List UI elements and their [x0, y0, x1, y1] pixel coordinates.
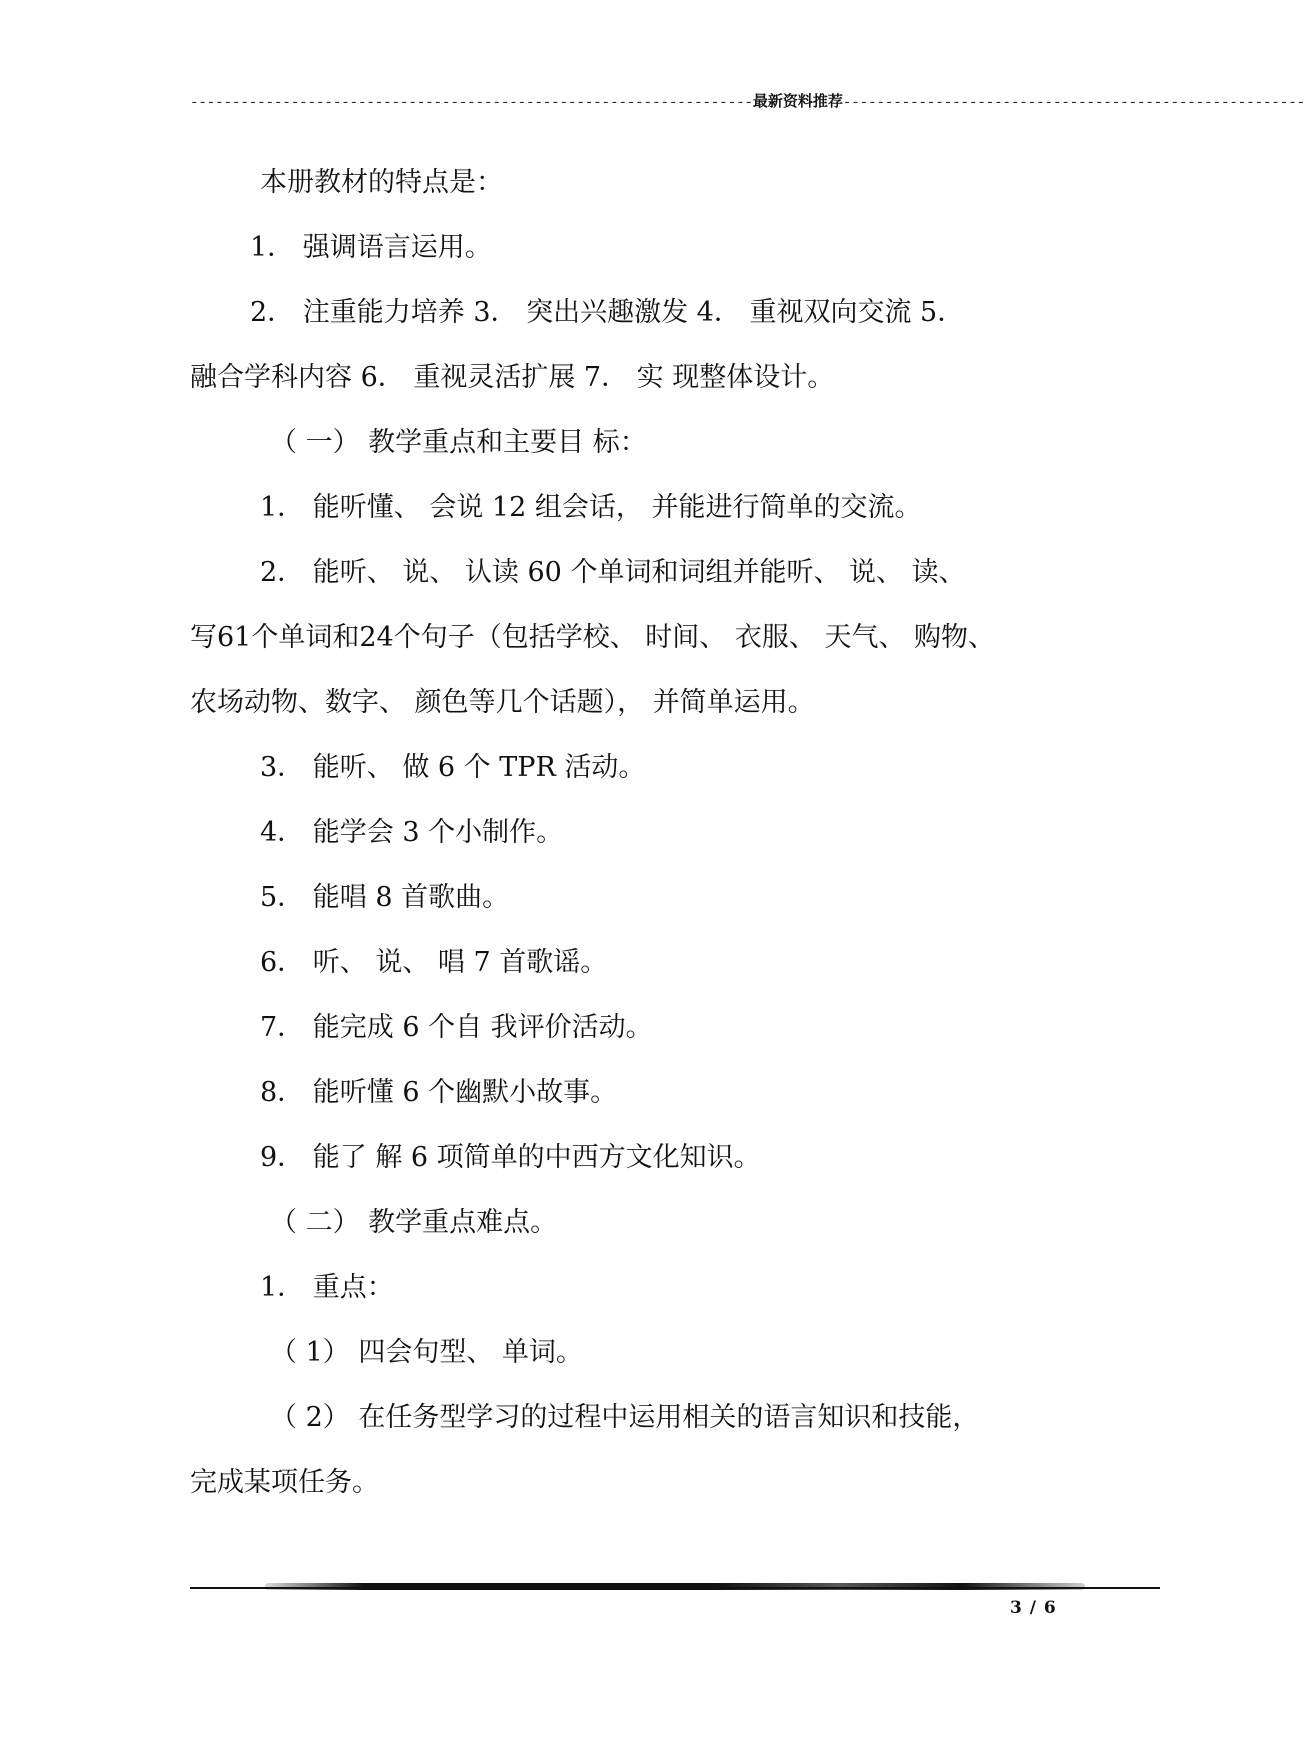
- objective-item-2: 2． 能听、 说、 认读 60 个单词和词组并能听、 说、 读、: [260, 557, 966, 588]
- key-point-heading: 1． 重点：: [260, 1272, 394, 1303]
- objective-item-3: 3． 能听、 做 6 个 TPR 活动。: [260, 752, 646, 783]
- list-item-features-2-5: 2． 注重能力培养 3． 突出兴趣激发 4． 重视双向交流 5．: [250, 297, 965, 328]
- list-item-feature-1: 1． 强调语言运用。: [250, 232, 492, 263]
- header-title: 最新资料推荐: [752, 92, 843, 110]
- page-number: 3 / 6: [1010, 1598, 1057, 1618]
- header-dashes-right: -------------------------------------------------------: [842, 95, 1305, 111]
- objective-item-2-continued: 写61个单词和24个句子（包括学校、 时间、 衣服、 天气、 购物、: [190, 622, 996, 653]
- objective-item-9: 9． 能了 解 6 项简单的中西方文化知识。: [260, 1142, 761, 1173]
- page-header: [190, 86, 1305, 116]
- objective-item-1: 1． 能听懂、 会说 12 组会话， 并能进行简单的交流。: [260, 492, 922, 523]
- objective-item-8: 8． 能听懂 6 个幽默小故事。: [260, 1077, 618, 1108]
- objective-item-6: 6． 听、 说、 唱 7 首歌谣。: [260, 947, 608, 978]
- key-point-item-2: （ 2） 在任务型学习的过程中运用相关的语言知识和技能，: [270, 1402, 980, 1433]
- key-point-item-2-continued: 完成某项任务。: [190, 1467, 379, 1498]
- footer-rule-thick: [265, 1583, 1085, 1590]
- list-item-features-5-7-continued: 融合学科内容 6． 重视灵活扩展 7． 实 现整体设计。: [190, 362, 835, 393]
- objective-item-7: 7． 能完成 6 个自 我评价活动。: [260, 1012, 653, 1043]
- objective-item-4: 4． 能学会 3 个小制作。: [260, 817, 564, 848]
- section-heading-key-points: （ 二） 教学重点难点。: [270, 1207, 558, 1238]
- objective-item-5: 5． 能唱 8 首歌曲。: [260, 882, 510, 913]
- paragraph-features-intro: 本册教材的特点是：: [260, 167, 503, 198]
- objective-item-2-continued-2: 农场动物、数字、 颜色等几个话题）， 并简单运用。: [190, 687, 815, 718]
- key-point-item-1: （ 1） 四会句型、 单词。: [270, 1337, 583, 1368]
- header-dashes-left: -------------------------------------------------------------------: [190, 95, 753, 111]
- document-body: [190, 150, 1070, 1515]
- section-heading-objectives: （ 一） 教学重点和主要目 标：: [270, 427, 647, 458]
